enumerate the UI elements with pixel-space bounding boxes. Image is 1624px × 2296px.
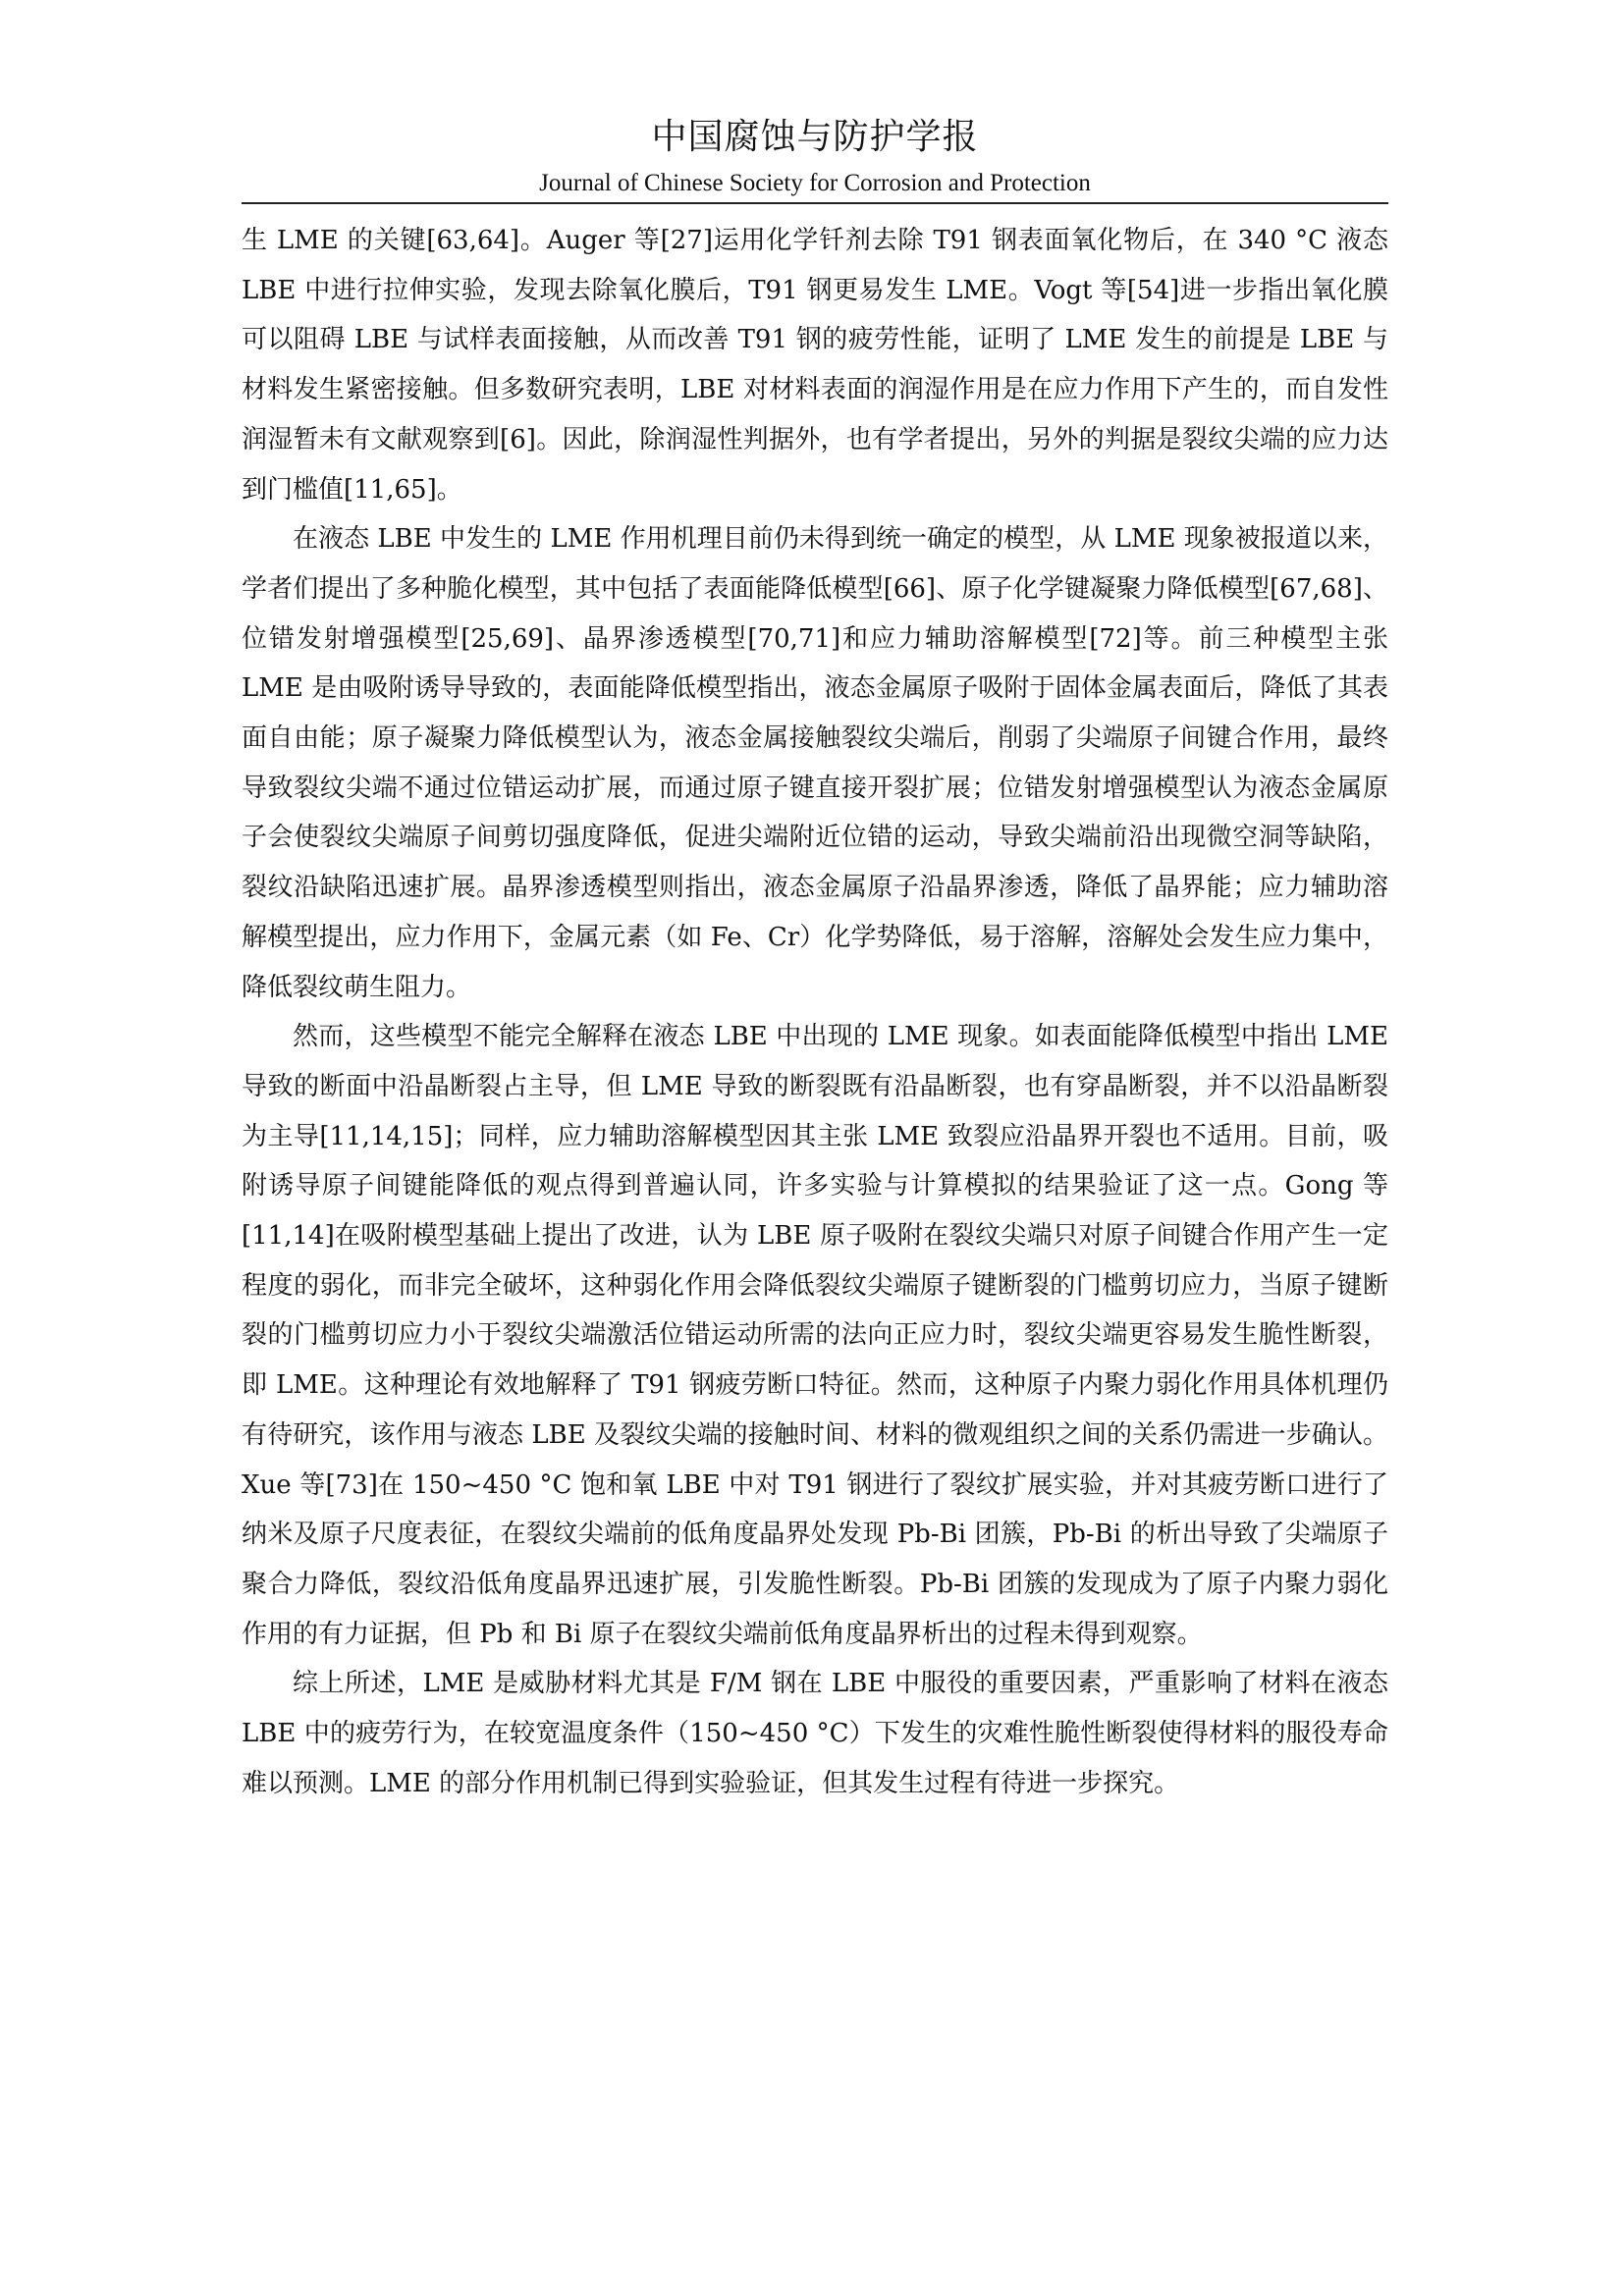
paragraph-mechanism-models: 在液态 LBE 中发生的 LME 作用机理目前仍未得到统一确定的模型，从 LME 现象被报道以来，学者们提出了多种脆化模型，其中包括了表面能降低模型[66]、原子化学键凝聚力降低模型[67,68]、位错发射增强模型[25,69]、晶界渗透模型[70,71]和应力辅助溶解模型[72]等。前三种模型主张 LME 是由吸附诱导导致的，表面能降低模型指出，液态金属原子吸附于固体金属表面后，降低了其表面自由能；原子凝聚力降低模型认为，液态金属接触裂纹尖端后，削弱了尖端原子间键合作用，最终导致裂纹尖端不通过位错运动扩展，而通过原子键直接开裂扩展；位错发射增强模型认为液态金属原子会使裂纹尖端原子间剪切强度降低，促进尖端附近位错的运动，导致尖端前沿出现微空洞等缺陷，裂纹沿缺陷迅速扩展。晶界渗透模型则指出，液态金属原子沿晶界渗透，降低了晶界能；应力辅助溶解模型提出，应力作用下，金属元素（如 Fe、Cr）化学势降低，易于溶解，溶解处会发生应力集中，降低裂纹萌生阻力。 [242,524,1388,1002]
header-divider [242,202,1388,204]
paragraph-model-limitations: 然而，这些模型不能完全解释在液态 LBE 中出现的 LME 现象。如表面能降低模型中指出 LME 导致的断面中沿晶断裂占主导，但 LME 导致的断裂既有沿晶断裂，也有穿晶断裂，并不以沿晶断裂为主导[11,14,15]；同样，应力辅助溶解模型因其主张 LME 致裂应沿晶界开裂也不适用。目前，吸附诱导原子间键能降低的观点得到普遍认同，许多实验与计算模拟的结果验证了这一点。Gong 等[11,14]在吸附模型基础上提出了改进，认为 LBE 原子吸附在裂纹尖端只对原子间键合作用产生一定程度的弱化，而非完全破坏，这种弱化作用会降低裂纹尖端原子键断裂的门槛剪切应力，当原子键断裂的门槛剪切应力小于裂纹尖端激活位错运动所需的法向正应力时，裂纹尖端更容易发生脆性断裂，即 LME。这种理论有效地解释了 T91 钢疲劳断口特征。然而，这种原子内聚力弱化作用具体机理仍有待研究，该作用与液态 LBE 及裂纹尖端的接触时间、材料的微观组织之间的关系仍需进一步确认。Xue 等[73]在 150~450 °C 饱和氧 LBE 中对 T91 钢进行了裂纹扩展实验，并对其疲劳断口进行了纳米及原子尺度表征，在裂纹尖端前的低角度晶界处发现 Pb-Bi 团簇，Pb-Bi 的析出导致了尖端原子聚合力降低，裂纹沿低角度晶界迅速扩展，引发脆性断裂。Pb-Bi 团簇的发现成为了原子内聚力弱化作用的有力证据，但 Pb 和 Bi 原子在裂纹尖端前低角度晶界析出的过程未得到观察。 [242,1022,1388,1649]
paragraph-continuation: 生 LME 的关键[63,64]。Auger 等[27]运用化学钎剂去除 T91 钢表面氧化物后，在 340 °C 液态 LBE 中进行拉伸实验，发现去除氧化膜后，T91 钢更易发生 LME。Vogt 等[54]进一步指出氧化膜可以阻碍 LBE 与试样表面接触，从而改善 T91 钢的疲劳性能，证明了 LME 发生的前提是 LBE 与材料发生紧密接触。但多数研究表明，LBE 对材料表面的润湿作用是在应力作用下产生的，而自发性润湿暂未有文献观察到[6]。因此，除润湿性判据外，也有学者提出，另外的判据是裂纹尖端的应力达到门槛值[11,65]。 [242,226,1388,505]
journal-header [242,114,1388,198]
journal-title-chinese: 中国腐蚀与防护学报 [651,117,979,157]
journal-title-english: Journal of Chinese Society for Corrosion and Protection [539,170,1091,196]
paragraph-summary: 综上所述，LME 是威胁材料尤其是 F/M 钢在 LBE 中服役的重要因素，严重影响了材料在液态 LBE 中的疲劳行为，在较宽温度条件（150~450 °C）下发生的灾难性脆性断裂使得材料的服役寿命难以预测。LME 的部分作用机制已得到实验验证，但其发生过程有待进一步探究。 [242,1669,1388,1798]
article-body [242,216,1388,1809]
